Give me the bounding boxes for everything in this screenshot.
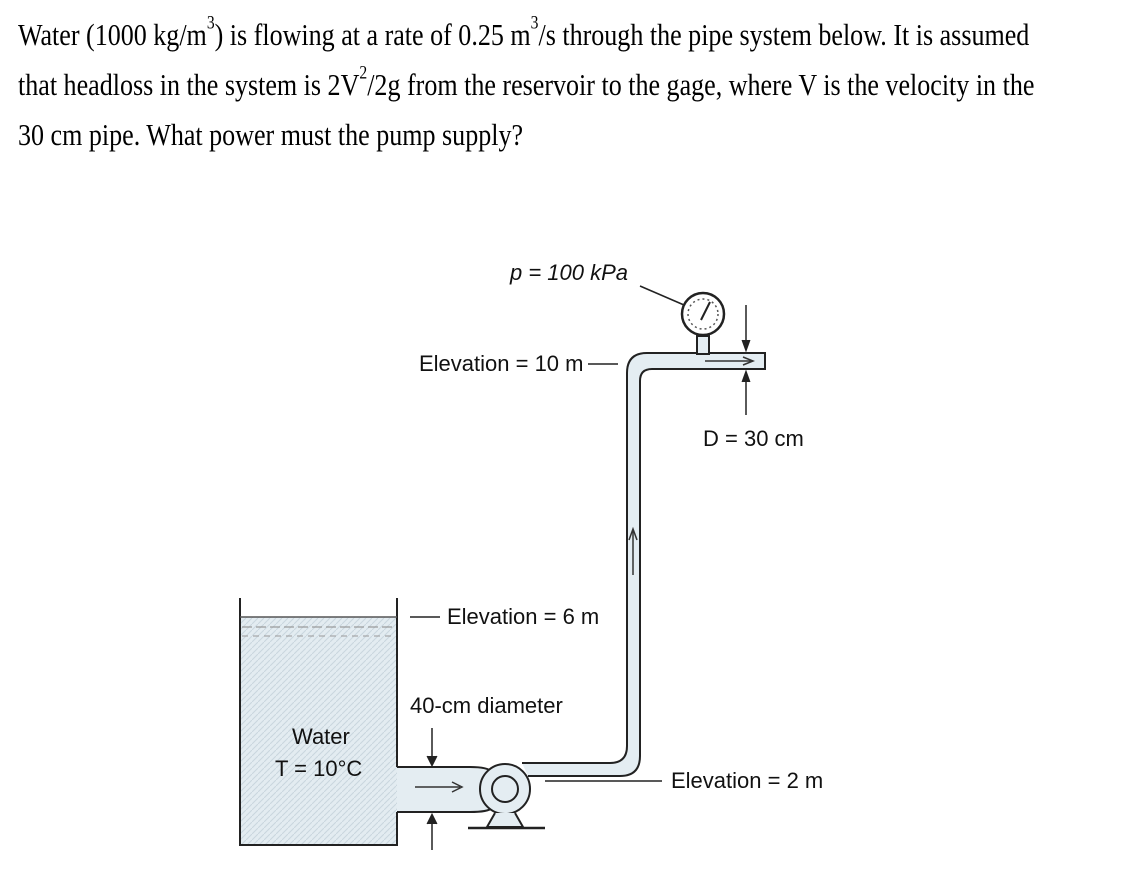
reservoir-label: Water xyxy=(292,724,350,749)
elevation-reservoir-label: Elevation = 6 m xyxy=(447,604,600,629)
pump-casing xyxy=(480,764,530,814)
inlet-diameter-label: 40-cm diameter xyxy=(410,693,563,718)
text-segment: /2g from the reservoir to the gage, where V is the velocity in the xyxy=(367,67,1035,102)
outlet-diameter-label: D = 30 cm xyxy=(703,426,804,451)
reservoir-temperature-label: T = 10°C xyxy=(275,756,363,781)
diameter-arrowhead xyxy=(742,340,750,351)
superscript: 3 xyxy=(530,12,539,34)
diameter-arrowhead xyxy=(427,814,437,824)
inlet-pipe xyxy=(397,728,492,850)
gage-stem xyxy=(697,336,709,354)
inlet-pipe-body xyxy=(397,767,492,812)
text-segment: Water (1000 kg/m xyxy=(18,17,207,52)
text-segment: /s through the pipe system below. It is assumed xyxy=(538,17,1030,52)
problem-line-3: 30 cm pipe. What power must the pump supply? xyxy=(18,117,524,152)
pressure-gage xyxy=(640,286,724,354)
text-segment: that headloss in the system is 2V xyxy=(18,67,360,102)
pressure-label: p = 100 kPa xyxy=(510,260,629,285)
elevation-pump-label: Elevation = 2 m xyxy=(671,768,824,793)
diameter-arrowhead xyxy=(742,371,750,382)
superscript: 3 xyxy=(206,12,215,34)
diameter-arrowhead xyxy=(427,756,437,766)
gage-leader-line xyxy=(640,286,684,305)
elevation-top-label: Elevation = 10 m xyxy=(419,351,584,376)
text-segment: ) is flowing at a rate of 0.25 m xyxy=(214,17,531,52)
superscript: 2 xyxy=(359,62,368,84)
pump-base xyxy=(487,813,523,827)
reservoir xyxy=(240,598,397,845)
